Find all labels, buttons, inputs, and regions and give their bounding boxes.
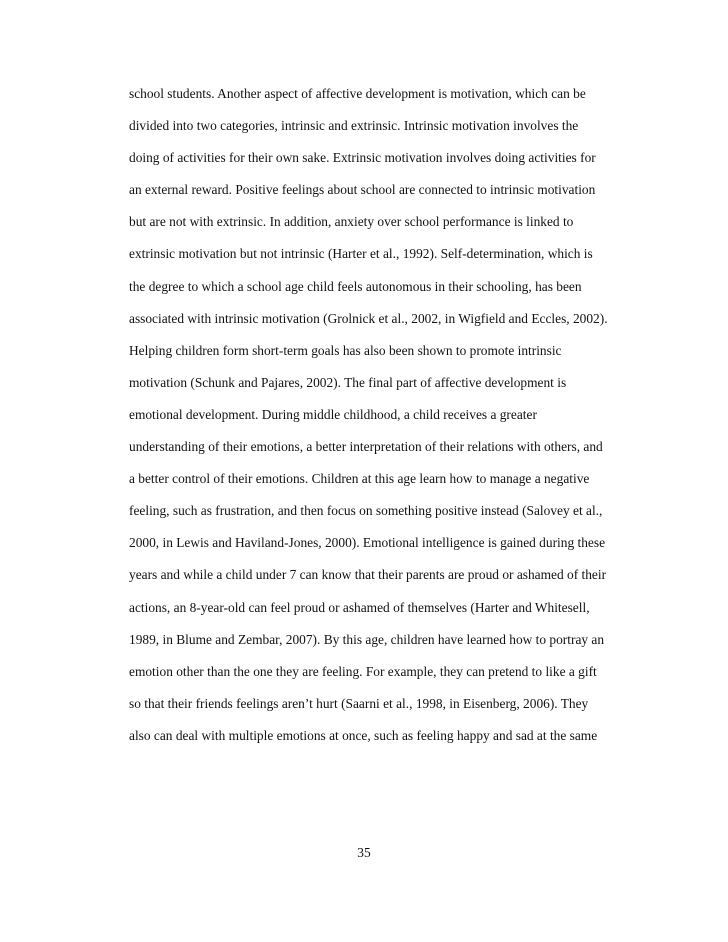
text-line: associated with intrinsic motivation (Grolnick et al., 2002, in Wigfield and Eccles, 2002). — [129, 310, 608, 326]
text-line: feeling, such as frustration, and then focus on something positive instead (Salovey et al., — [129, 503, 603, 519]
text-line: divided into two categories, intrinsic and extrinsic. Intrinsic motivation involves the — [129, 118, 579, 134]
text-line: Helping children form short-term goals has also been shown to promote intrinsic — [129, 342, 562, 358]
text-line: school students. Another aspect of affective development is motivation, which can be — [129, 86, 586, 101]
text-line: understanding of their emotions, a better interpretation of their relations with others, and — [129, 439, 603, 455]
text-line: so that their friends feelings aren’t hurt (Saarni et al., 1998, in Eisenberg, 2006). They — [129, 695, 589, 711]
text-line: an external reward. Positive feelings about school are connected to intrinsic motivation — [129, 182, 596, 198]
text-line: doing of activities for their own sake. Extrinsic motivation involves doing activities for — [129, 150, 596, 166]
text-line: actions, an 8-year-old can feel proud or ashamed of themselves (Harter and Whitesell, — [129, 599, 590, 615]
body-text — [129, 84, 649, 758]
text-line: the degree to which a school age child feels autonomous in their schooling, has been — [129, 278, 582, 294]
text-line: motivation (Schunk and Pajares, 2002). The final part of affective development is — [129, 374, 567, 390]
text-line: emotion other than the one they are feeling. For example, they can pretend to like a gift — [129, 663, 597, 679]
text-line: years and while a child under 7 can know that their parents are proud or ashamed of their — [129, 567, 607, 583]
text-line: 2000, in Lewis and Haviland-Jones, 2000). Emotional intelligence is gained during these — [129, 535, 606, 551]
text-line: but are not with extrinsic. In addition, anxiety over school performance is linked to — [129, 214, 574, 230]
text-line: a better control of their emotions. Children at this age learn how to manage a negative — [129, 471, 590, 487]
text-line: 1989, in Blume and Zembar, 2007). By this age, children have learned how to portray an — [129, 631, 605, 647]
text-line: extrinsic motivation but not intrinsic (Harter et al., 1992). Self-determination, which is — [129, 246, 593, 262]
page-number: 35 — [357, 845, 371, 860]
text-line: emotional development. During middle childhood, a child receives a greater — [129, 406, 537, 422]
text-line: also can deal with multiple emotions at once, such as feeling happy and sad at the same — [129, 727, 598, 743]
